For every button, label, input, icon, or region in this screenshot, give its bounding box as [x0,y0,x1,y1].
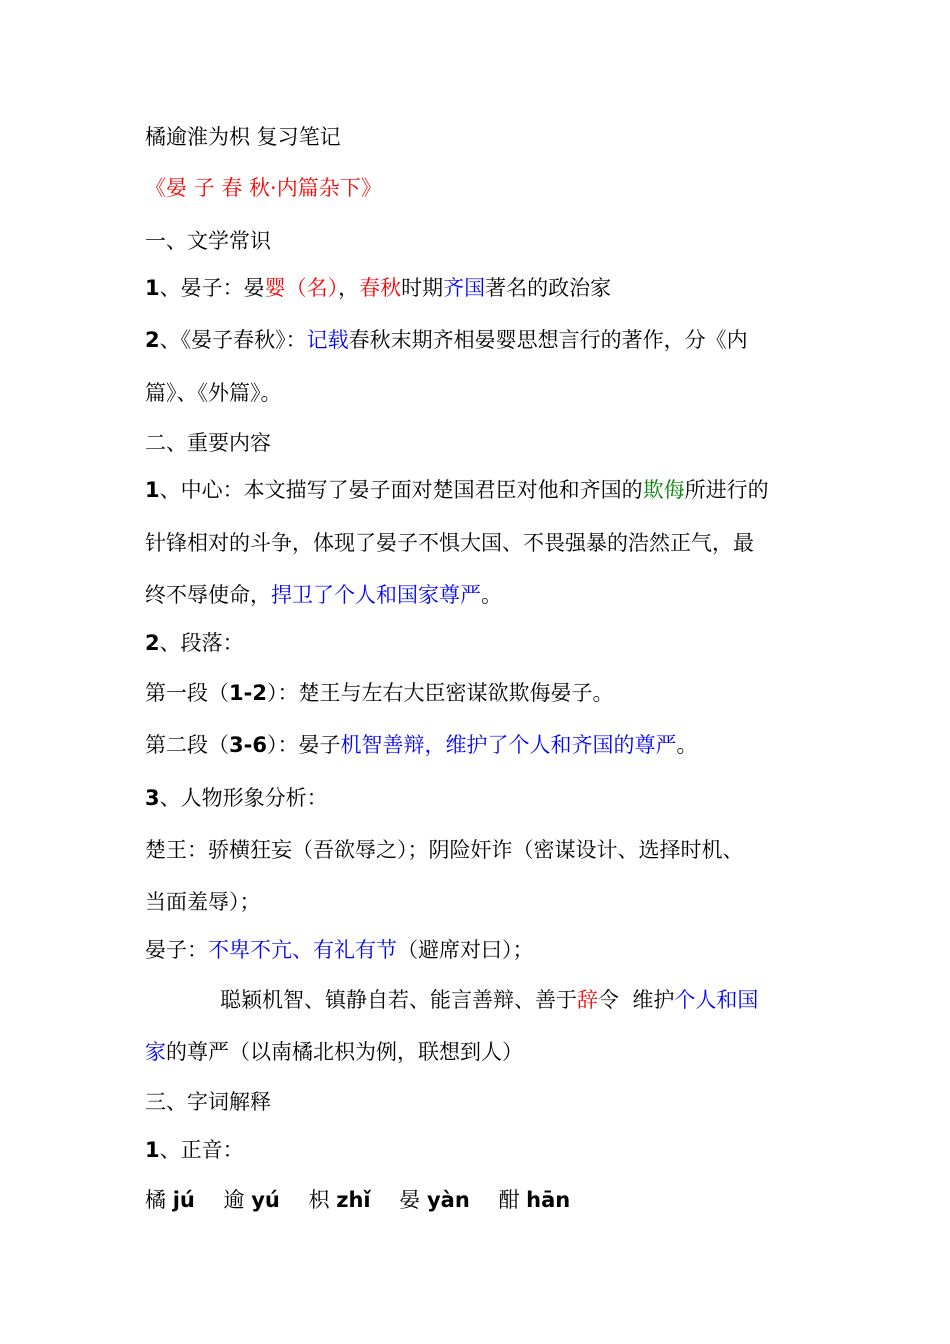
pinyin-list [145,1185,825,1215]
text: 的尊严（以南橘北枳为例，联想到人） [166,1040,523,1064]
item-number: 1 [145,478,160,502]
paragraph-yanzi-traits-2 [220,985,825,1015]
text: 。 [481,583,502,607]
highlight-green: 欺侮 [642,478,685,502]
item-number: 2 [145,328,160,352]
item-number: 2 [145,631,160,655]
highlight-blue: 捍卫了个人和国家尊严 [271,583,481,607]
section-heading-1: 一、文学常识 [145,229,271,253]
text: ， [338,276,360,300]
highlight-red: 春秋 [359,276,402,300]
text: 第二段（ [145,733,229,757]
paragraph-characters [145,783,825,813]
paragraph-center-cont: 针锋相对的斗争，体现了晏子不惧大国、不畏强暴的浩然正气，最 [145,531,754,555]
paragraph-pronunciation [145,1135,825,1165]
paragraph-book-cont: 篇》、《外篇》。 [145,381,282,405]
highlight-blue: 家 [145,1040,166,1064]
text: 、人物形象分析： [159,786,328,810]
item-number: 3 [145,786,160,810]
text: ）：楚王与左右大臣密谋欲欺侮晏子。 [266,681,614,705]
text: 令 维护 [598,988,675,1012]
section-heading-3: 三、字词解释 [145,1090,271,1114]
text: 第一段（ [145,681,229,705]
text: 春秋末期齐相晏婴思想言行的著作，分《内 [348,328,748,352]
highlight-blue: 个人和国 [674,988,759,1012]
paragraph-center-end [145,580,825,610]
range-number: 1-2 [229,681,267,705]
paragraph-king-cont: 当面羞辱）； [145,890,261,914]
text: 、正音： [159,1138,244,1162]
highlight-blue: 不卑不亢、有礼有节 [208,938,397,962]
highlight-blue: 齐国 [443,276,486,300]
text: 时期 [401,276,444,300]
text: ）：晏子 [266,733,341,757]
text: 、晏子：晏 [159,276,265,300]
text: 著名的政治家 [485,276,612,300]
text: 晏子： [145,938,208,962]
text: 、《晏子春秋》： [159,328,307,352]
text: 、中心：本文描写了晏子面对楚国君臣对他和齐国的 [159,478,643,502]
text: 聪颖机智、镇静自若、能言善辩、善于 [220,988,577,1012]
section-heading-2: 二、重要内容 [145,431,271,455]
highlight-red: 婴（名） [264,276,339,300]
highlight-red: 辞 [577,988,598,1012]
paragraph-sections [145,628,825,658]
paragraph-book [145,325,825,355]
pinyin-item: 枳 zhǐ [308,1188,371,1212]
text: （避席对曰）； [397,938,534,962]
doc-title: 橘逾淮为枳 复习笔记 [145,125,341,149]
text: 所进行的 [684,478,769,502]
book-title: 《晏 子 春 秋·内篇杂下》 [145,176,382,200]
text: 、段落： [159,631,244,655]
text: 。 [676,733,698,757]
pinyin-item: 晏 yàn [399,1188,470,1212]
paragraph-yanzi-traits-3 [145,1037,825,1067]
paragraph-center [145,475,825,505]
pinyin-item: 酣 hān [498,1188,571,1212]
pinyin-item: 橘 jú [145,1188,195,1212]
item-number: 1 [145,276,160,300]
paragraph-yanzi [145,273,825,303]
item-number: 1 [145,1138,160,1162]
paragraph-part-1 [145,678,825,708]
paragraph-yanzi-traits [145,935,825,965]
paragraph-king: 楚王：骄横狂妄（吾欲辱之）；阴险奸诈（密谋设计、选择时机、 [145,838,744,862]
highlight-blue: 记载 [306,328,349,352]
range-number: 3-6 [229,733,267,757]
text: 终不辱使命， [145,583,271,607]
highlight-blue: 机智善辩，维护了个人和齐国的尊严 [340,733,677,757]
paragraph-part-2 [145,730,825,760]
pinyin-item: 逾 yú [223,1188,280,1212]
